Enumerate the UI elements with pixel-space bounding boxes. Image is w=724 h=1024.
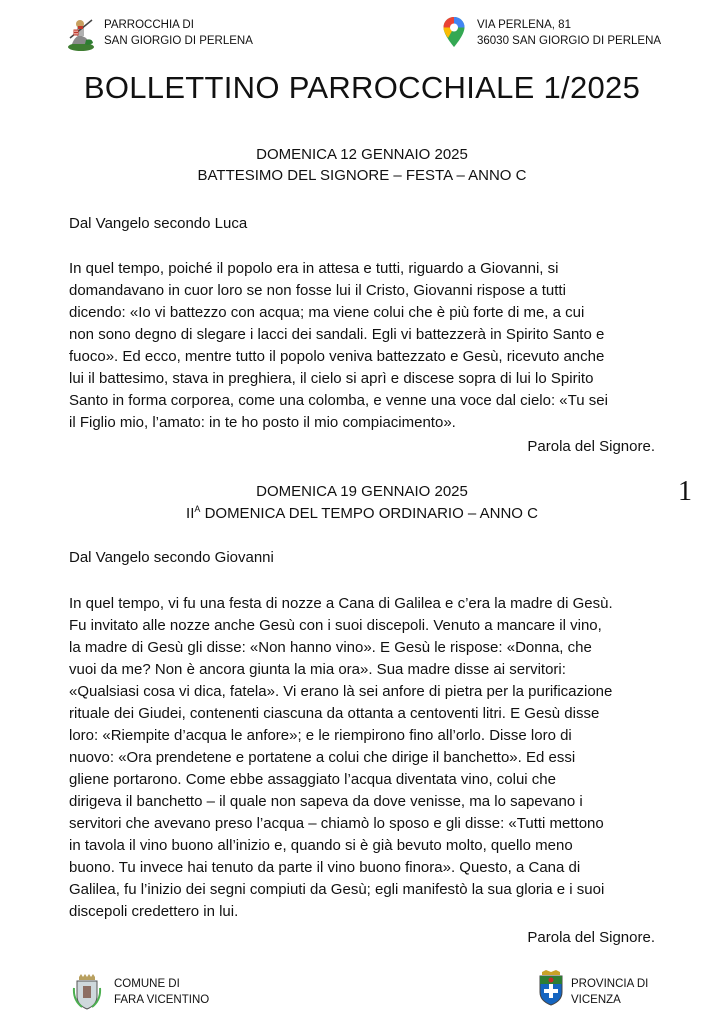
province-shield-icon xyxy=(538,970,564,1006)
text-line: «Qualsiasi cosa vi dica, fatela». Vi erano là sei anfore di pietra per la purificazione xyxy=(69,683,613,700)
section2-date: DOMENICA 19 GENNAIO 2025 xyxy=(256,483,468,500)
text-line: lui il battesimo, stava in preghiera, il cielo si aprì e discese sopra di lui lo Spirito xyxy=(69,370,594,387)
text-line: fuoco». Ed ecco, mentre tutto il popolo veniva battezzato e Gesù, ricevuto anche xyxy=(69,348,605,365)
section2-feast-text: DOMENICA DEL TEMPO ORDINARIO – ANNO C xyxy=(204,505,538,522)
text-line: Fu invitato alle nozze anche Gesù con i suoi discepoli. Venuto a mancare il vino, xyxy=(69,617,602,634)
provincia-line2: VICENZA xyxy=(571,994,621,1006)
parish-name-line2: SAN GIORGIO DI PERLENA xyxy=(104,35,253,47)
comune-line1: COMUNE DI xyxy=(114,978,180,990)
section1-feast: BATTESIMO DEL SIGNORE – FESTA – ANNO C xyxy=(197,167,527,184)
text-line: gliene portarono. Come ebbe assaggiato l’acqua diventata vino, colui che xyxy=(69,771,556,788)
text-line: la madre di Gesù gli disse: «Non hanno vino». E Gesù le rispose: «Donna, che xyxy=(69,639,592,656)
section2-feast-sup: A xyxy=(194,504,201,514)
text-line: buono. Tu invece hai tenuto da parte il vino buono finora». Questo, a Cana di xyxy=(69,859,581,876)
section2-feast xyxy=(0,505,724,522)
address-line1: VIA PERLENA, 81 xyxy=(477,19,571,31)
text-line: non sono degno di slegare i lacci dei sandali. Egli vi battezzerà in Spirito Santo e xyxy=(69,326,605,343)
section1-gospel-intro: Dal Vangelo secondo Luca xyxy=(69,215,248,232)
text-line: loro: «Riempite d’acqua le anfore»; e le riempirono fino all’orlo. Disse loro di xyxy=(69,727,572,744)
map-pin-icon xyxy=(442,16,466,48)
text-line: domandavano in cuor loro se non fosse lui il Cristo, Giovanni rispose a tutti xyxy=(69,282,566,299)
saint-george-dragon-icon xyxy=(66,16,96,52)
section2-gospel-intro: Dal Vangelo secondo Giovanni xyxy=(69,549,274,566)
text-line: In quel tempo, vi fu una festa di nozze a Cana di Galilea e c’era la madre di Gesù. xyxy=(69,595,613,612)
section2-feast-prefix: II xyxy=(186,505,195,522)
page-number: 1 xyxy=(678,476,692,507)
section1-closing: Parola del Signore. xyxy=(527,438,655,455)
text-line: dicendo: «Io vi battezzo con acqua; ma viene colui che è più forte di me, a cui xyxy=(69,304,585,321)
text-line: In quel tempo, poiché il popolo era in attesa e tutti, riguardo a Giovanni, si xyxy=(69,260,559,277)
comune-line2: FARA VICENTINO xyxy=(114,994,210,1006)
text-line: vuoi da me? Non è ancora giunta la mia ora». Sua madre disse ai servitori: xyxy=(69,661,566,678)
section2-gospel-text xyxy=(69,593,655,923)
text-line: servitori che avevano preso l’acqua – chiamò lo sposo e gli disse: «Tutti mettono xyxy=(69,815,604,832)
text-line: rituale dei Giudei, contenenti ciascuna da ottanta a centoventi litri. E Gesù disse xyxy=(69,705,600,722)
address-line2: 36030 SAN GIORGIO DI PERLENA xyxy=(477,35,662,47)
text-line: Galilea, fu l’inizio dei segni compiuti da Gesù; egli manifestò la sua gloria e i suoi xyxy=(69,881,605,898)
text-line: nuovo: «Ora prendetene e portatene a colui che dirige il banchetto». Ed essi xyxy=(69,749,576,766)
bulletin-title: BOLLETTINO PARROCCHIALE 1/2025 xyxy=(83,70,641,105)
municipal-crest-icon xyxy=(72,974,102,1010)
provincia-line1: PROVINCIA DI xyxy=(571,978,649,990)
text-line: in tavola il vino buono all’inizio e, quando si è già bevuto molto, quello meno xyxy=(69,837,573,854)
parish-name-line1: PARROCCHIA DI xyxy=(104,19,194,31)
section2-closing: Parola del Signore. xyxy=(527,929,655,946)
text-line: il Figlio mio, l’amato: in te ho posto il mio compiacimento». xyxy=(69,414,456,431)
section1-gospel-text xyxy=(69,258,655,434)
text-line: Santo in forma corporea, come una colomba, e venne una voce dal cielo: «Tu sei xyxy=(69,392,608,409)
section1-date: DOMENICA 12 GENNAIO 2025 xyxy=(256,146,468,163)
text-line: discepoli credettero in lui. xyxy=(69,903,239,920)
text-line: dirigeva il banchetto – il quale non sapeva da dove venisse, ma lo sapevano i xyxy=(69,793,583,810)
